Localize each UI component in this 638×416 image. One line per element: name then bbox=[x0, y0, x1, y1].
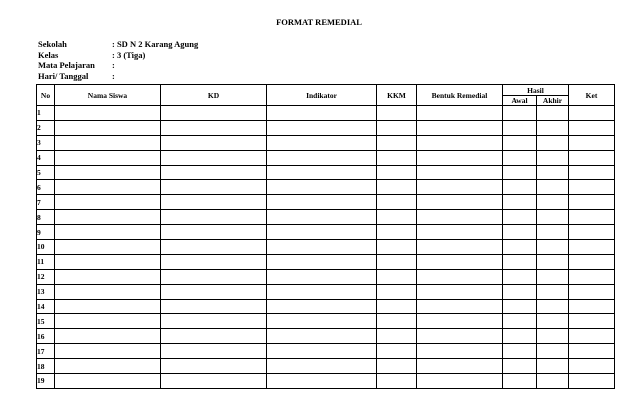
info-row-sekolah bbox=[38, 39, 198, 50]
cell-ket[interactable] bbox=[569, 150, 615, 165]
cell-kd[interactable] bbox=[161, 314, 267, 329]
cell-nama-siswa[interactable] bbox=[55, 195, 161, 210]
cell-bentuk-remedial[interactable] bbox=[417, 180, 503, 195]
row-number: 17 bbox=[37, 344, 55, 359]
cell-indikator[interactable] bbox=[267, 180, 377, 195]
table-row bbox=[37, 269, 615, 284]
cell-kkm[interactable] bbox=[377, 195, 417, 210]
cell-akhir[interactable] bbox=[537, 374, 569, 389]
cell-akhir[interactable] bbox=[537, 210, 569, 225]
row-number: 4 bbox=[37, 150, 55, 165]
cell-awal[interactable] bbox=[503, 240, 537, 255]
cell-kkm[interactable] bbox=[377, 150, 417, 165]
cell-kd[interactable] bbox=[161, 195, 267, 210]
header-no: No bbox=[37, 85, 55, 106]
cell-ket[interactable] bbox=[569, 344, 615, 359]
info-value: : SD N 2 Karang Agung bbox=[112, 39, 199, 49]
cell-nama-siswa[interactable] bbox=[55, 329, 161, 344]
cell-indikator[interactable] bbox=[267, 225, 377, 240]
cell-indikator[interactable] bbox=[267, 106, 377, 121]
cell-kkm[interactable] bbox=[377, 120, 417, 135]
table-row bbox=[37, 120, 615, 135]
header-bentuk-remedial: Bentuk Remedial bbox=[417, 85, 503, 106]
cell-indikator[interactable] bbox=[267, 120, 377, 135]
table-row bbox=[37, 225, 615, 240]
cell-akhir[interactable] bbox=[537, 359, 569, 374]
info-row-hari-tanggal bbox=[38, 71, 198, 82]
cell-awal[interactable] bbox=[503, 150, 537, 165]
cell-nama-siswa[interactable] bbox=[55, 165, 161, 180]
cell-kd[interactable] bbox=[161, 374, 267, 389]
row-number: 18 bbox=[37, 359, 55, 374]
page-title: FORMAT REMEDIAL bbox=[276, 17, 362, 27]
cell-kd[interactable] bbox=[161, 269, 267, 284]
info-label: Mata Pelajaran bbox=[38, 60, 95, 70]
header-awal: Awal bbox=[503, 96, 537, 106]
cell-indikator[interactable] bbox=[267, 344, 377, 359]
cell-kkm[interactable] bbox=[377, 106, 417, 121]
info-label: Sekolah bbox=[38, 39, 67, 49]
table-row bbox=[37, 150, 615, 165]
cell-awal[interactable] bbox=[503, 210, 537, 225]
cell-akhir[interactable] bbox=[537, 225, 569, 240]
header-nama-siswa: Nama Siswa bbox=[55, 85, 161, 106]
cell-kkm[interactable] bbox=[377, 135, 417, 150]
table-row bbox=[37, 329, 615, 344]
cell-akhir[interactable] bbox=[537, 284, 569, 299]
cell-ket[interactable] bbox=[569, 106, 615, 121]
cell-awal[interactable] bbox=[503, 284, 537, 299]
cell-indikator[interactable] bbox=[267, 374, 377, 389]
cell-awal[interactable] bbox=[503, 180, 537, 195]
row-number: 1 bbox=[37, 106, 55, 121]
cell-bentuk-remedial[interactable] bbox=[417, 344, 503, 359]
cell-kkm[interactable] bbox=[377, 374, 417, 389]
header-akhir: Akhir bbox=[537, 96, 569, 106]
table-body bbox=[37, 106, 615, 389]
header-kkm: KKM bbox=[377, 85, 417, 106]
cell-bentuk-remedial[interactable] bbox=[417, 374, 503, 389]
table-row bbox=[37, 165, 615, 180]
header-hasil: Hasil bbox=[503, 85, 569, 96]
row-number: 9 bbox=[37, 225, 55, 240]
cell-kkm[interactable] bbox=[377, 165, 417, 180]
cell-bentuk-remedial[interactable] bbox=[417, 359, 503, 374]
cell-bentuk-remedial[interactable] bbox=[417, 120, 503, 135]
cell-kd[interactable] bbox=[161, 210, 267, 225]
cell-nama-siswa[interactable] bbox=[55, 374, 161, 389]
cell-akhir[interactable] bbox=[537, 299, 569, 314]
cell-bentuk-remedial[interactable] bbox=[417, 135, 503, 150]
cell-akhir[interactable] bbox=[537, 344, 569, 359]
cell-kkm[interactable] bbox=[377, 180, 417, 195]
info-value: : 3 (Tiga) bbox=[112, 49, 146, 60]
cell-ket[interactable] bbox=[569, 195, 615, 210]
cell-ket[interactable] bbox=[569, 284, 615, 299]
cell-akhir[interactable] bbox=[537, 150, 569, 165]
cell-akhir[interactable] bbox=[537, 106, 569, 121]
cell-indikator[interactable] bbox=[267, 135, 377, 150]
cell-ket[interactable] bbox=[569, 210, 615, 225]
cell-kd[interactable] bbox=[161, 284, 267, 299]
cell-bentuk-remedial[interactable] bbox=[417, 165, 503, 180]
cell-kkm[interactable] bbox=[377, 254, 417, 269]
cell-nama-siswa[interactable] bbox=[55, 120, 161, 135]
cell-kd[interactable] bbox=[161, 240, 267, 255]
cell-ket[interactable] bbox=[569, 374, 615, 389]
cell-nama-siswa[interactable] bbox=[55, 269, 161, 284]
row-number: 19 bbox=[37, 374, 55, 389]
cell-kd[interactable] bbox=[161, 359, 267, 374]
info-value: : bbox=[112, 60, 115, 70]
cell-ket[interactable] bbox=[569, 314, 615, 329]
cell-awal[interactable] bbox=[503, 195, 537, 210]
cell-indikator[interactable] bbox=[267, 210, 377, 225]
info-block bbox=[38, 39, 198, 81]
info-row-kelas bbox=[38, 50, 198, 61]
cell-kd[interactable] bbox=[161, 254, 267, 269]
table-row bbox=[37, 359, 615, 374]
table-row bbox=[37, 135, 615, 150]
row-number: 11 bbox=[37, 254, 55, 269]
cell-bentuk-remedial[interactable] bbox=[417, 299, 503, 314]
row-number: 13 bbox=[37, 284, 55, 299]
cell-ket[interactable] bbox=[569, 180, 615, 195]
cell-kkm[interactable] bbox=[377, 299, 417, 314]
cell-bentuk-remedial[interactable] bbox=[417, 210, 503, 225]
table-row bbox=[37, 284, 615, 299]
row-number: 5 bbox=[37, 165, 55, 180]
table-row bbox=[37, 254, 615, 269]
cell-bentuk-remedial[interactable] bbox=[417, 314, 503, 329]
table-row bbox=[37, 344, 615, 359]
cell-bentuk-remedial[interactable] bbox=[417, 329, 503, 344]
remedial-table bbox=[36, 84, 615, 389]
cell-awal[interactable] bbox=[503, 225, 537, 240]
cell-kkm[interactable] bbox=[377, 344, 417, 359]
cell-akhir[interactable] bbox=[537, 135, 569, 150]
cell-awal[interactable] bbox=[503, 359, 537, 374]
cell-nama-siswa[interactable] bbox=[55, 225, 161, 240]
row-number: 14 bbox=[37, 299, 55, 314]
cell-indikator[interactable] bbox=[267, 150, 377, 165]
cell-kd[interactable] bbox=[161, 135, 267, 150]
cell-awal[interactable] bbox=[503, 165, 537, 180]
cell-kd[interactable] bbox=[161, 225, 267, 240]
info-label: Kelas bbox=[38, 49, 59, 60]
row-number: 2 bbox=[37, 120, 55, 135]
info-value: : bbox=[112, 70, 115, 81]
info-label: Hari/ Tanggal bbox=[38, 70, 89, 81]
header-ket: Ket bbox=[569, 85, 615, 106]
table-row bbox=[37, 299, 615, 314]
cell-nama-siswa[interactable] bbox=[55, 106, 161, 121]
cell-indikator[interactable] bbox=[267, 254, 377, 269]
cell-akhir[interactable] bbox=[537, 180, 569, 195]
row-number: 8 bbox=[37, 210, 55, 225]
row-number: 16 bbox=[37, 329, 55, 344]
cell-indikator[interactable] bbox=[267, 359, 377, 374]
cell-kkm[interactable] bbox=[377, 314, 417, 329]
cell-bentuk-remedial[interactable] bbox=[417, 269, 503, 284]
cell-nama-siswa[interactable] bbox=[55, 254, 161, 269]
cell-awal[interactable] bbox=[503, 106, 537, 121]
info-row-mata-pelajaran bbox=[38, 60, 198, 71]
cell-indikator[interactable] bbox=[267, 269, 377, 284]
cell-nama-siswa[interactable] bbox=[55, 344, 161, 359]
cell-ket[interactable] bbox=[569, 120, 615, 135]
row-number: 7 bbox=[37, 195, 55, 210]
cell-nama-siswa[interactable] bbox=[55, 210, 161, 225]
cell-bentuk-remedial[interactable] bbox=[417, 284, 503, 299]
cell-akhir[interactable] bbox=[537, 240, 569, 255]
cell-akhir[interactable] bbox=[537, 195, 569, 210]
cell-akhir[interactable] bbox=[537, 254, 569, 269]
cell-awal[interactable] bbox=[503, 120, 537, 135]
table-row bbox=[37, 195, 615, 210]
cell-kd[interactable] bbox=[161, 180, 267, 195]
table-row bbox=[37, 210, 615, 225]
cell-bentuk-remedial[interactable] bbox=[417, 225, 503, 240]
header-kd: KD bbox=[161, 85, 267, 106]
cell-kkm[interactable] bbox=[377, 329, 417, 344]
cell-awal[interactable] bbox=[503, 374, 537, 389]
cell-awal[interactable] bbox=[503, 314, 537, 329]
cell-awal[interactable] bbox=[503, 344, 537, 359]
cell-bentuk-remedial[interactable] bbox=[417, 240, 503, 255]
cell-ket[interactable] bbox=[569, 269, 615, 284]
cell-nama-siswa[interactable] bbox=[55, 299, 161, 314]
cell-ket[interactable] bbox=[569, 254, 615, 269]
table-row bbox=[37, 374, 615, 389]
row-number: 10 bbox=[37, 240, 55, 255]
cell-bentuk-remedial[interactable] bbox=[417, 195, 503, 210]
cell-indikator[interactable] bbox=[267, 240, 377, 255]
row-number: 6 bbox=[37, 180, 55, 195]
cell-kd[interactable] bbox=[161, 120, 267, 135]
cell-nama-siswa[interactable] bbox=[55, 314, 161, 329]
cell-kd[interactable] bbox=[161, 329, 267, 344]
cell-kd[interactable] bbox=[161, 344, 267, 359]
cell-kkm[interactable] bbox=[377, 359, 417, 374]
cell-akhir[interactable] bbox=[537, 269, 569, 284]
row-number: 3 bbox=[37, 135, 55, 150]
table-row bbox=[37, 180, 615, 195]
cell-indikator[interactable] bbox=[267, 329, 377, 344]
cell-ket[interactable] bbox=[569, 135, 615, 150]
cell-kkm[interactable] bbox=[377, 210, 417, 225]
cell-kd[interactable] bbox=[161, 150, 267, 165]
cell-ket[interactable] bbox=[569, 240, 615, 255]
cell-ket[interactable] bbox=[569, 299, 615, 314]
table-row bbox=[37, 106, 615, 121]
cell-indikator[interactable] bbox=[267, 314, 377, 329]
cell-bentuk-remedial[interactable] bbox=[417, 106, 503, 121]
cell-kd[interactable] bbox=[161, 299, 267, 314]
cell-awal[interactable] bbox=[503, 135, 537, 150]
cell-ket[interactable] bbox=[569, 165, 615, 180]
cell-nama-siswa[interactable] bbox=[55, 135, 161, 150]
cell-ket[interactable] bbox=[569, 359, 615, 374]
cell-kd[interactable] bbox=[161, 165, 267, 180]
cell-indikator[interactable] bbox=[267, 195, 377, 210]
cell-indikator[interactable] bbox=[267, 165, 377, 180]
cell-indikator[interactable] bbox=[267, 299, 377, 314]
cell-nama-siswa[interactable] bbox=[55, 359, 161, 374]
cell-nama-siswa[interactable] bbox=[55, 284, 161, 299]
header-indikator: Indikator bbox=[267, 85, 377, 106]
cell-indikator[interactable] bbox=[267, 284, 377, 299]
cell-akhir[interactable] bbox=[537, 165, 569, 180]
cell-kd[interactable] bbox=[161, 106, 267, 121]
table-row bbox=[37, 240, 615, 255]
cell-kkm[interactable] bbox=[377, 269, 417, 284]
cell-kkm[interactable] bbox=[377, 240, 417, 255]
cell-awal[interactable] bbox=[503, 299, 537, 314]
cell-nama-siswa[interactable] bbox=[55, 240, 161, 255]
row-number: 12 bbox=[37, 269, 55, 284]
cell-nama-siswa[interactable] bbox=[55, 150, 161, 165]
cell-ket[interactable] bbox=[569, 225, 615, 240]
cell-nama-siswa[interactable] bbox=[55, 180, 161, 195]
cell-awal[interactable] bbox=[503, 254, 537, 269]
cell-akhir[interactable] bbox=[537, 314, 569, 329]
cell-akhir[interactable] bbox=[537, 120, 569, 135]
cell-ket[interactable] bbox=[569, 329, 615, 344]
cell-awal[interactable] bbox=[503, 269, 537, 284]
cell-bentuk-remedial[interactable] bbox=[417, 254, 503, 269]
row-number: 15 bbox=[37, 314, 55, 329]
cell-awal[interactable] bbox=[503, 329, 537, 344]
cell-kkm[interactable] bbox=[377, 225, 417, 240]
table-row bbox=[37, 314, 615, 329]
cell-bentuk-remedial[interactable] bbox=[417, 150, 503, 165]
cell-akhir[interactable] bbox=[537, 329, 569, 344]
cell-kkm[interactable] bbox=[377, 284, 417, 299]
